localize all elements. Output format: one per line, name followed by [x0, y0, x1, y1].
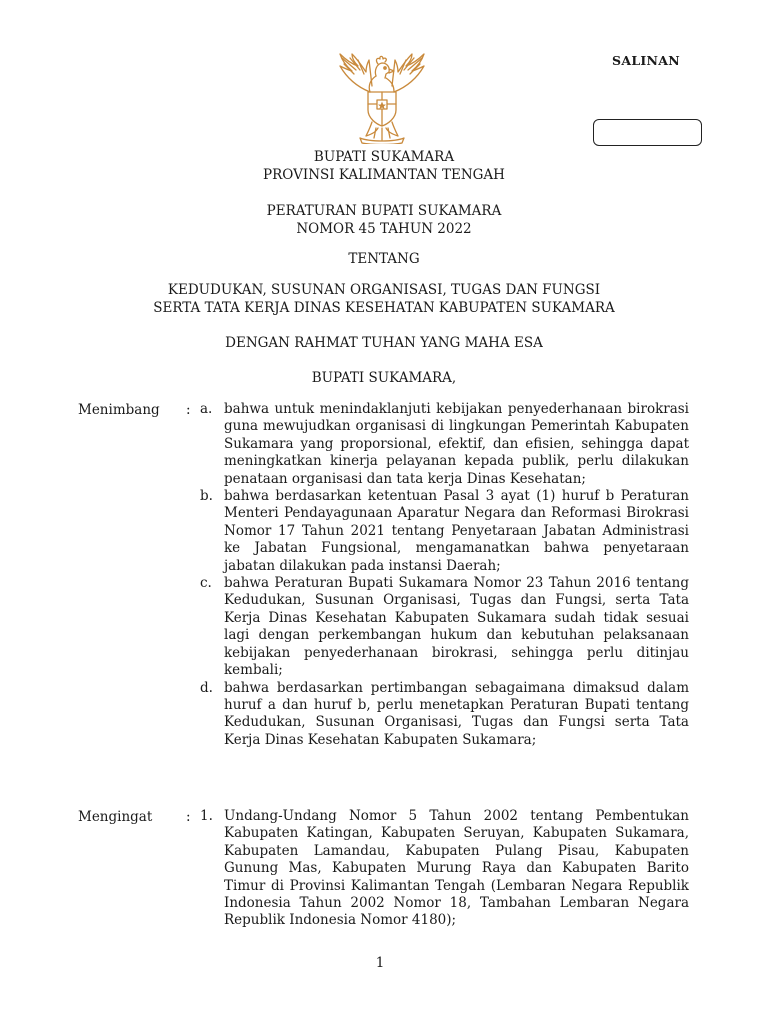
province-title: PROVINSI KALIMANTAN TENGAH — [263, 167, 505, 183]
menimbang-item-a — [200, 401, 689, 488]
menimbang-item-c — [200, 575, 689, 679]
document-number-box — [593, 119, 702, 146]
menimbang-item-d — [200, 680, 689, 750]
list-marker: 1. — [200, 808, 213, 824]
regulation-title: PERATURAN BUPATI SUKAMARA — [266, 203, 502, 219]
bupati-salutation: BUPATI SUKAMARA, — [311, 370, 457, 386]
subject-line-2: SERTA TATA KERJA DINAS KESEHATAN KABUPATEN SUKAMARA — [153, 300, 615, 316]
menimbang-item-b — [200, 488, 689, 575]
tentang-heading: TENTANG — [348, 251, 420, 267]
list-marker: d. — [200, 679, 213, 696]
subject-line-1: KEDUDUKAN, SUSUNAN ORGANISASI, TUGAS DAN FUNGSI — [167, 282, 601, 298]
list-marker: b. — [200, 488, 213, 505]
list-marker: c. — [200, 575, 212, 592]
mengingat-label: Mengingat — [78, 809, 153, 825]
list-item-text: bahwa untuk menindaklanjuti kebijakan penyederhanaan birokrasi guna mewujudkan organisasi di lingkungan Pemerintah Kabupaten Sukamara yang proporsional, efektif, dan efisien, sehingga dapat meningkatkan kinerja pelayanan kepada publik, perlu dilakukan penataan organisasi dan tata kerja Dinas Kesehatan; — [224, 401, 689, 487]
mengingat-colon: : — [186, 809, 191, 825]
menimbang-colon: : — [186, 402, 191, 418]
preamble-heading: DENGAN RAHMAT TUHAN YANG MAHA ESA — [225, 335, 543, 351]
menimbang-label: Menimbang — [78, 402, 160, 418]
regulation-heading — [0, 202, 768, 238]
issuer-title: BUPATI SUKAMARA — [313, 149, 455, 165]
issuer-heading — [0, 148, 768, 184]
mengingat-list — [200, 808, 689, 930]
list-marker: a. — [200, 401, 213, 417]
list-item-text: bahwa Peraturan Bupati Sukamara Nomor 23 Tahun 2016 tentang Kedudukan, Susunan Organisasi, Tugas dan Fungsi, serta Tata Kerja Dinas Kesehatan Kabupaten Sukamara sudah tidak sesuai lagi dengan perkembangan hukum dan kebutuhan pelaksanaan kebijakan penyederhanaan birokrasi, sehingga perlu ditinjau kembali; — [224, 575, 689, 679]
menimbang-list — [200, 401, 689, 749]
salinan-label: SALINAN — [612, 53, 681, 68]
mengingat-item-1 — [200, 808, 689, 930]
list-item-text: Undang-Undang Nomor 5 Tahun 2002 tentang Pembentukan Kabupaten Katingan, Kabupaten Seruyan, Kabupaten Sukamara, Kabupaten Lamandau, Kabupaten Pulang Pisau, Kabupaten Gunung Mas, Kabupaten Murung Raya dan Kabupaten Barito Timur di Provinsi Kalimantan Tengah (Lembaran Negara Republik Indonesia Tahun 2002 Nomor 18, Tambahan Lembaran Negara Republik Indonesia Nomor 4180); — [224, 808, 689, 929]
regulation-number: NOMOR 45 TAHUN 2022 — [296, 221, 472, 237]
subject-heading — [0, 281, 768, 317]
page-number: 1 — [375, 955, 385, 971]
list-item-text: bahwa berdasarkan pertimbangan sebagaimana dimaksud dalam huruf a dan huruf b, perlu menetapkan Peraturan Bupati tentang Kedudukan, Susunan Organisasi, Tugas dan Fungsi serta Tata Kerja Dinas Kesehatan Kabupaten Sukamara; — [224, 679, 689, 748]
list-item-text: bahwa berdasarkan ketentuan Pasal 3 ayat (1) huruf b Peraturan Menteri Pendayagunaan Aparatur Negara dan Reformasi Birokrasi Nomor 17 Tahun 2021 tentang Penyetaraan Jabatan Administrasi ke Jabatan Fungsional, mengamanatkan bahwa penyetaraan jabatan dilakukan pada instansi Daerah; — [224, 488, 689, 574]
garuda-pancasila-emblem-icon — [330, 52, 434, 144]
